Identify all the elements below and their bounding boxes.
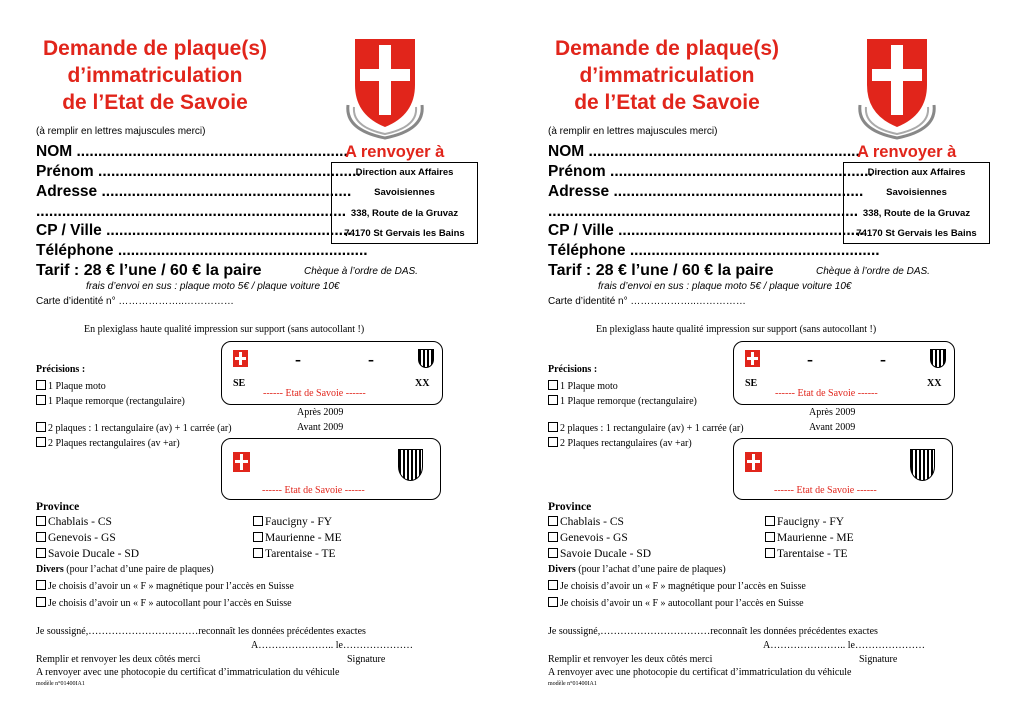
province-genevois[interactable]: Genevois - GS — [36, 532, 116, 544]
savoie-coat-of-arms-icon — [852, 35, 942, 140]
checkbox-genevois[interactable] — [36, 532, 46, 542]
prenom-field[interactable]: Prénom ............................................................. — [36, 163, 361, 180]
return-address-box — [843, 162, 990, 244]
adresse-line2-field[interactable]: ........................................................................ — [36, 203, 347, 220]
divers-magnetique[interactable]: Je choisis d’avoir un « F » magnétique pour l’accès en Suisse — [548, 580, 806, 592]
province-faucigny[interactable]: Faucigny - FY — [765, 516, 844, 528]
address-line4: 74170 St Gervais les Bains — [344, 228, 465, 239]
checkbox-rectangulaires[interactable] — [36, 437, 46, 447]
plate-dash: - — [807, 349, 813, 369]
address-line2: Savoisiennes — [374, 187, 435, 198]
option-plaque-moto[interactable]: 1 Plaque moto — [36, 380, 106, 392]
soussigne-field[interactable]: Je soussigné,……………………………reconnaît les données précédentes exactes — [548, 626, 878, 637]
form-title-line1: Demande de plaque(s) — [42, 37, 268, 60]
plate-left-code: SE — [233, 378, 246, 389]
option-deux-plaques[interactable]: 2 plaques : 1 rectangulaire (av) + 1 carrée (ar) — [36, 422, 232, 434]
adresse-line2-field[interactable]: ........................................................................ — [548, 203, 859, 220]
plate-dash: - — [880, 349, 886, 369]
checkbox-faucigny[interactable] — [765, 516, 775, 526]
plate-preview-after-2009 — [733, 341, 955, 405]
checkbox-autocollant[interactable] — [548, 597, 558, 607]
carte-identite-field[interactable]: Carte d’identité n° ………………..…………… — [36, 296, 234, 307]
telephone-field[interactable]: Téléphone .......................................................... — [36, 242, 368, 259]
black-shield-icon — [910, 449, 935, 481]
option-plaque-moto[interactable]: 1 Plaque moto — [548, 380, 618, 392]
nom-field[interactable]: NOM ............................................................... — [36, 143, 348, 160]
province-savoie-ducale[interactable]: Savoie Ducale - SD — [36, 548, 139, 560]
province-tarentaise[interactable]: Tarentaise - TE — [253, 548, 336, 560]
plate-dash: - — [368, 349, 374, 369]
plate-state-text: ------ Etat de Savoie ------ — [263, 388, 366, 399]
divers-heading: Divers (pour l’achat d’une paire de plaques) — [548, 564, 726, 575]
signature-label: Signature — [859, 654, 898, 665]
modele-text: modèle n°01400IA1 — [548, 681, 597, 687]
form-title-line2: d’immatriculation — [579, 64, 755, 87]
province-title: Province — [36, 501, 80, 513]
address-line3: 338, Route de la Gruvaz — [862, 208, 971, 219]
savoie-flag-icon — [745, 350, 760, 367]
black-shield-icon — [418, 349, 434, 368]
tarif-text: Tarif : 28 € l’une / 60 € la paire — [548, 262, 774, 279]
province-faucigny[interactable]: Faucigny - FY — [253, 516, 332, 528]
adresse-field[interactable]: Adresse .......................................................... — [548, 183, 864, 200]
divers-autocollant[interactable]: Je choisis d’avoir un « F » autocollant pour l’accès en Suisse — [36, 597, 292, 609]
cheque-text: Chèque à l’ordre de DAS. — [816, 266, 930, 277]
checkbox-autocollant[interactable] — [36, 597, 46, 607]
frais-text: frais d’envoi en sus : plaque moto 5€ / plaque voiture 10€ — [598, 281, 852, 292]
checkbox-savoie-ducale[interactable] — [548, 548, 558, 558]
cp-ville-field[interactable]: CP / Ville ......................................................... — [36, 222, 352, 239]
plexiglass-text: En plexiglass haute qualité impression sur support (sans autocollant !) — [596, 324, 877, 335]
soussigne-field[interactable]: Je soussigné,……………………………reconnaît les données précédentes exactes — [36, 626, 366, 637]
plate-state-text: ------ Etat de Savoie ------ — [774, 485, 877, 496]
form-title-line1: Demande de plaque(s) — [554, 37, 780, 60]
option-plaque-remorque[interactable]: 1 Plaque remorque (rectangulaire) — [36, 395, 185, 407]
instructions-text: (à remplir en lettres majuscules merci) — [548, 126, 718, 137]
savoie-flag-icon — [233, 350, 248, 367]
plate-right-code: XX — [927, 378, 942, 389]
frais-text: frais d’envoi en sus : plaque moto 5€ / plaque voiture 10€ — [86, 281, 340, 292]
province-title: Province — [548, 501, 592, 513]
checkbox-chablais[interactable] — [36, 516, 46, 526]
checkbox-maurienne[interactable] — [765, 532, 775, 542]
form-title-line2: d’immatriculation — [67, 64, 243, 87]
savoie-flag-icon — [233, 452, 250, 472]
checkbox-faucigny[interactable] — [253, 516, 263, 526]
province-tarentaise[interactable]: Tarentaise - TE — [765, 548, 848, 560]
province-chablais[interactable]: Chablais - CS — [36, 516, 112, 528]
apres-2009-label: Après 2009 — [297, 407, 344, 418]
black-shield-icon — [930, 349, 946, 368]
province-genevois[interactable]: Genevois - GS — [548, 532, 628, 544]
checkbox-savoie-ducale[interactable] — [36, 548, 46, 558]
precisions-title: Précisions : — [548, 364, 598, 375]
checkbox-rectangulaires[interactable] — [548, 437, 558, 447]
black-shield-icon — [398, 449, 423, 481]
plate-preview-before-2009 — [733, 438, 953, 500]
checkbox-magnetique[interactable] — [36, 580, 46, 590]
address-line3: 338, Route de la Gruvaz — [350, 208, 459, 219]
form-title-line3: de l’Etat de Savoie — [62, 91, 248, 114]
checkbox-chablais[interactable] — [548, 516, 558, 526]
option-plaque-remorque[interactable]: 1 Plaque remorque (rectangulaire) — [548, 395, 697, 407]
checkbox-magnetique[interactable] — [548, 580, 558, 590]
plate-left-code: SE — [745, 378, 758, 389]
address-line2: Savoisiennes — [886, 187, 947, 198]
checkbox-genevois[interactable] — [548, 532, 558, 542]
savoie-coat-of-arms-icon — [340, 35, 430, 140]
option-deux-plaques[interactable]: 2 plaques : 1 rectangulaire (av) + 1 carrée (ar) — [548, 422, 744, 434]
option-plaques-rectangulaires[interactable]: 2 Plaques rectangulaires (av +ar) — [548, 437, 692, 449]
option-plaques-rectangulaires[interactable]: 2 Plaques rectangulaires (av +ar) — [36, 437, 180, 449]
adresse-field[interactable]: Adresse .......................................................... — [36, 183, 352, 200]
cheque-text: Chèque à l’ordre de DAS. — [304, 266, 418, 277]
tarif-text: Tarif : 28 € l’une / 60 € la paire — [36, 262, 262, 279]
divers-heading: Divers (pour l’achat d’une paire de plaques) — [36, 564, 214, 575]
address-line4: 74170 St Gervais les Bains — [856, 228, 977, 239]
signature-label: Signature — [347, 654, 386, 665]
remplir-text: Remplir et renvoyer les deux côtés merci — [36, 654, 201, 665]
checkbox-remorque[interactable] — [548, 395, 558, 405]
checkbox-maurienne[interactable] — [253, 532, 263, 542]
photocopie-text: A renvoyer avec une photocopie du certificat d’immatriculation du véhicule — [548, 667, 852, 678]
avant-2009-label: Avant 2009 — [297, 422, 344, 433]
address-line1: Direction aux Affaires — [867, 167, 966, 178]
carte-identite-field[interactable]: Carte d’identité n° ………………..…………… — [548, 296, 746, 307]
nom-field[interactable]: NOM ............................................................... — [548, 143, 860, 160]
plate-preview-after-2009 — [221, 341, 443, 405]
province-maurienne[interactable]: Maurienne - ME — [253, 532, 342, 544]
renvoyer-label: A renvoyer à — [345, 143, 445, 161]
lieu-date-field[interactable]: A………………….. le………………… — [763, 640, 925, 651]
remplir-text: Remplir et renvoyer les deux côtés merci — [548, 654, 713, 665]
checkbox-moto[interactable] — [548, 380, 558, 390]
checkbox-deux-plaques[interactable] — [548, 422, 558, 432]
plate-state-text: ------ Etat de Savoie ------ — [775, 388, 878, 399]
province-chablais[interactable]: Chablais - CS — [548, 516, 624, 528]
modele-text: modèle n°01400IA1 — [36, 681, 85, 687]
province-maurienne[interactable]: Maurienne - ME — [765, 532, 854, 544]
plate-preview-before-2009 — [221, 438, 441, 500]
form-title-line3: de l’Etat de Savoie — [574, 91, 760, 114]
checkbox-tarentaise[interactable] — [253, 548, 263, 558]
instructions-text: (à remplir en lettres majuscules merci) — [36, 126, 206, 137]
form-copy-right — [512, 0, 1024, 724]
savoie-flag-icon — [745, 452, 762, 472]
checkbox-moto[interactable] — [36, 380, 46, 390]
checkbox-remorque[interactable] — [36, 395, 46, 405]
province-savoie-ducale[interactable]: Savoie Ducale - SD — [548, 548, 651, 560]
renvoyer-label: A renvoyer à — [857, 143, 957, 161]
cp-ville-field[interactable]: CP / Ville ......................................................... — [548, 222, 864, 239]
plate-state-text: ------ Etat de Savoie ------ — [262, 485, 365, 496]
prenom-field[interactable]: Prénom ............................................................. — [548, 163, 873, 180]
telephone-field[interactable]: Téléphone .......................................................... — [548, 242, 880, 259]
avant-2009-label: Avant 2009 — [809, 422, 856, 433]
apres-2009-label: Après 2009 — [809, 407, 856, 418]
return-address-box — [331, 162, 478, 244]
divers-magnetique[interactable]: Je choisis d’avoir un « F » magnétique pour l’accès en Suisse — [36, 580, 294, 592]
plexiglass-text: En plexiglass haute qualité impression sur support (sans autocollant !) — [84, 324, 365, 335]
photocopie-text: A renvoyer avec une photocopie du certificat d’immatriculation du véhicule — [36, 667, 340, 678]
precisions-title: Précisions : — [36, 364, 86, 375]
address-line1: Direction aux Affaires — [355, 167, 454, 178]
plate-dash: - — [295, 349, 301, 369]
plate-right-code: XX — [415, 378, 430, 389]
lieu-date-field[interactable]: A………………….. le………………… — [251, 640, 413, 651]
checkbox-deux-plaques[interactable] — [36, 422, 46, 432]
divers-autocollant[interactable]: Je choisis d’avoir un « F » autocollant pour l’accès en Suisse — [548, 597, 804, 609]
checkbox-tarentaise[interactable] — [765, 548, 775, 558]
